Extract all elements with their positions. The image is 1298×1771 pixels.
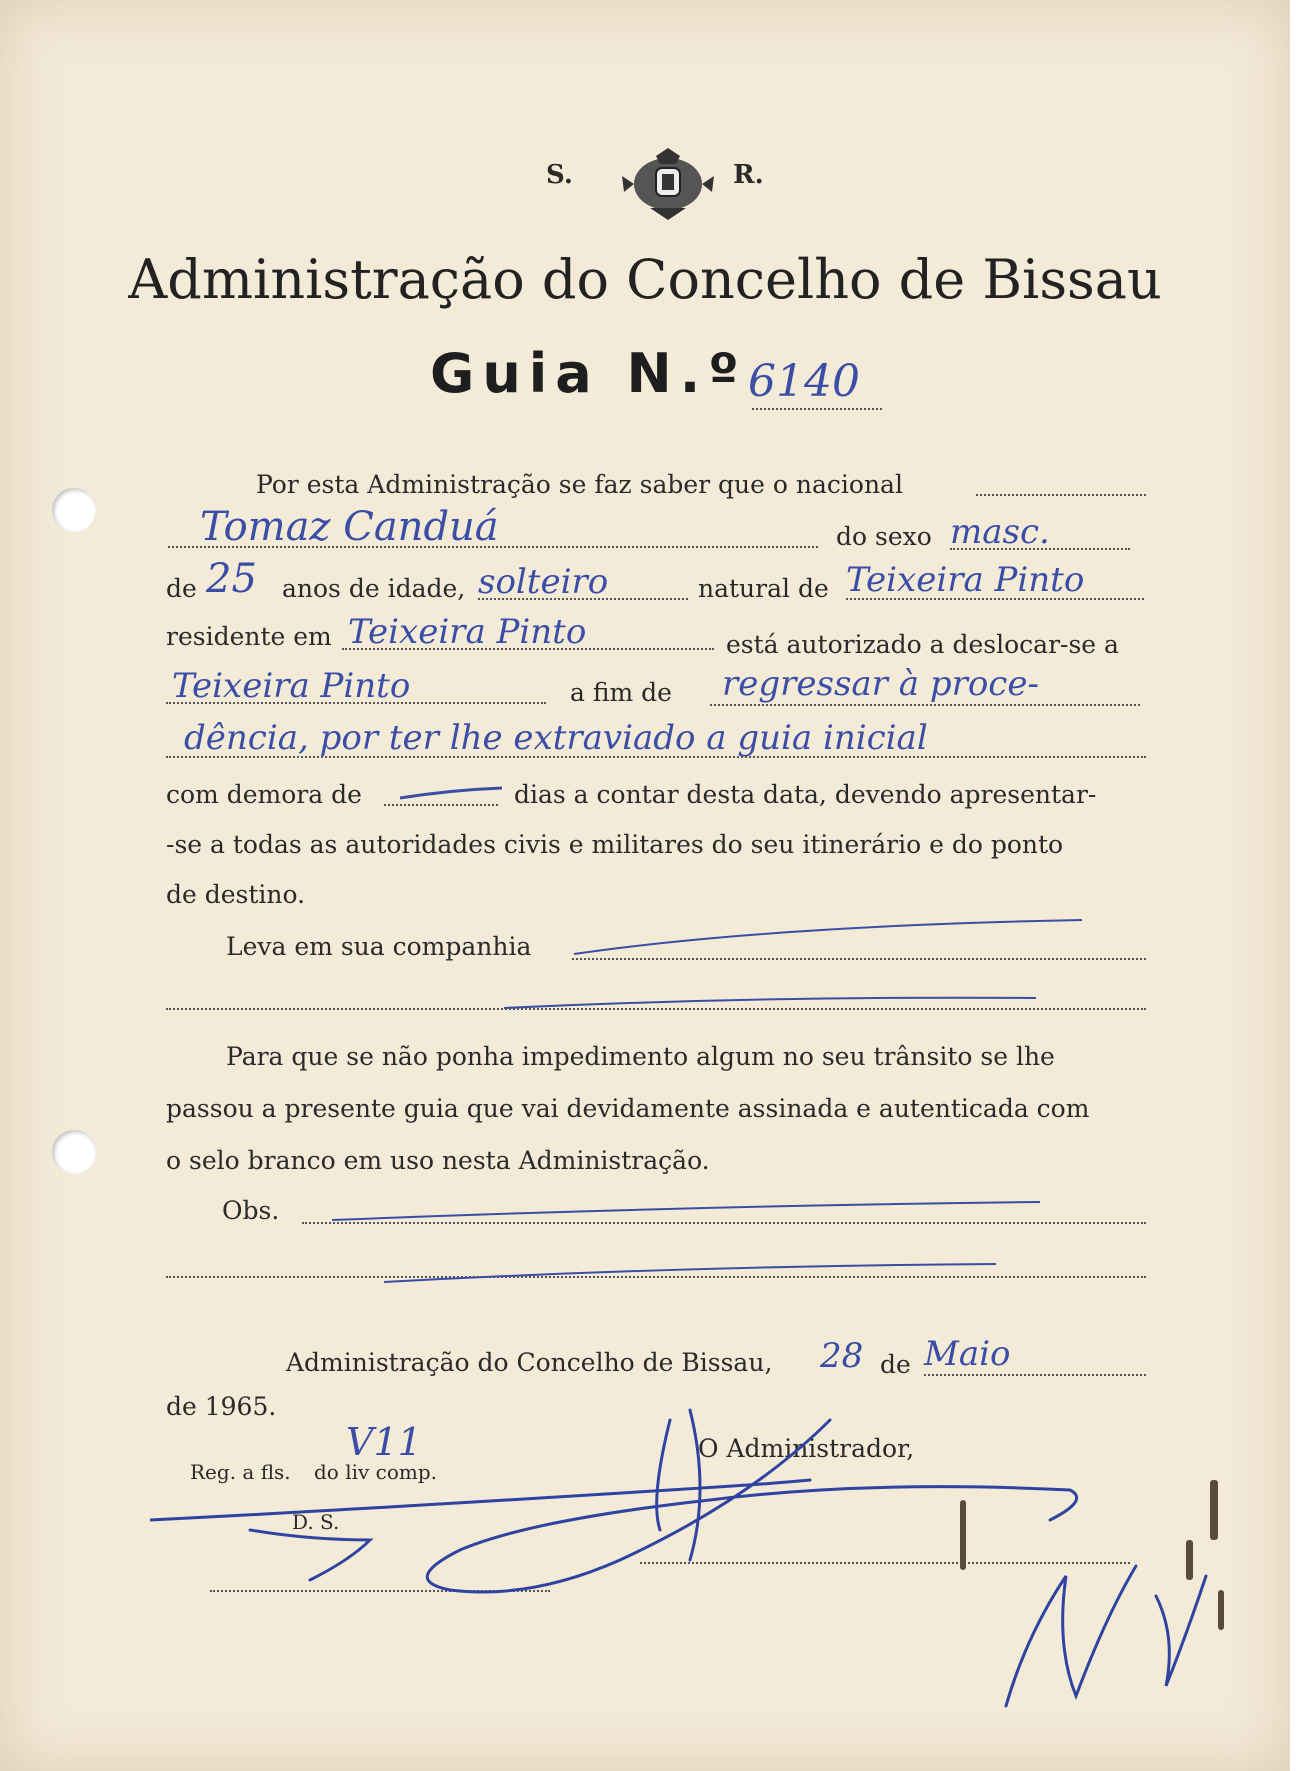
fim-label: a fim de xyxy=(570,678,672,707)
destino-value: Teixeira Pinto xyxy=(172,666,411,706)
sexo-label: do sexo xyxy=(836,522,932,551)
de-label: de xyxy=(166,574,197,603)
natural-label: natural de xyxy=(698,574,829,603)
para-line-3: o selo branco em uso nesta Administração. xyxy=(166,1146,710,1175)
autoridades-text: -se a todas as autoridades civis e militares do seu itinerário e do ponto xyxy=(166,830,1064,859)
fim-line-1 xyxy=(710,704,1140,706)
natural-line xyxy=(846,598,1144,600)
reg-page: V11 xyxy=(346,1420,422,1464)
obs-label: Obs. xyxy=(222,1196,280,1225)
coat-of-arms-icon xyxy=(620,146,716,222)
para-line-1: Para que se não ponha impedimento algum no seu trânsito se lhe xyxy=(226,1042,1055,1071)
reg-rest: do liv comp. xyxy=(314,1460,438,1484)
guia-label: Guia N.º xyxy=(430,342,747,405)
administrador-label: O Administrador, xyxy=(698,1434,915,1463)
date-de-label: de xyxy=(880,1350,911,1379)
document-title: Administração do Concelho de Bissau xyxy=(128,248,1162,311)
punch-hole-bottom xyxy=(52,1130,96,1174)
age-value: 25 xyxy=(206,556,257,602)
residente-line xyxy=(342,648,714,650)
demora-label: com demora de xyxy=(166,780,362,809)
r-letter: R. xyxy=(733,160,764,190)
place-label: Administração do Concelho de Bissau, xyxy=(286,1348,773,1377)
sexo-value: masc. xyxy=(950,512,1050,552)
page-edge xyxy=(1290,0,1298,1771)
year-text: de 1965. xyxy=(166,1392,277,1421)
rust-stain-marks xyxy=(960,1480,1240,1640)
obs-hand-stroke-2 xyxy=(380,1256,1000,1286)
guia-number-line xyxy=(752,408,882,410)
intro-text: Por esta Administração se faz saber que o nacional xyxy=(256,470,903,499)
name-value: Tomaz Canduá xyxy=(200,504,499,550)
name-line xyxy=(168,546,818,548)
s-letter: S. xyxy=(546,160,573,190)
fim-value-1: regressar à proce- xyxy=(722,664,1039,704)
destino-line xyxy=(166,702,546,704)
guia-number: 6140 xyxy=(748,356,860,407)
natural-value: Teixeira Pinto xyxy=(846,560,1085,600)
companhia-hand-stroke-2 xyxy=(500,990,1040,1014)
residente-value: Teixeira Pinto xyxy=(348,612,587,652)
residente-label: residente em xyxy=(166,622,332,651)
sexo-line xyxy=(950,548,1130,550)
fim-value-2: dência, por ter lhe extraviado a guia inicial xyxy=(184,718,928,758)
anos-label: anos de idade, xyxy=(282,574,466,603)
dias-text: dias a contar desta data, devendo apresentar- xyxy=(514,780,1097,809)
fim-line-2 xyxy=(166,756,1146,758)
ds-label: D. S. xyxy=(292,1510,340,1534)
para-line-2: passou a presente guia que vai devidamente assinada e autenticada com xyxy=(166,1094,1090,1123)
companhia-label: Leva em sua companhia xyxy=(226,932,532,961)
companhia-hand-stroke xyxy=(568,914,1088,960)
reg-label: Reg. a fls. xyxy=(190,1460,291,1484)
demora-line xyxy=(384,804,498,806)
month-value: Maio xyxy=(924,1334,1011,1374)
punch-hole-top xyxy=(52,488,96,532)
destino-text: de destino. xyxy=(166,880,306,909)
estado-line xyxy=(478,598,688,600)
estado-value: solteiro xyxy=(478,562,609,602)
autorizado-label: está autorizado a deslocar-se a xyxy=(726,630,1119,659)
demora-dash-mark xyxy=(396,780,506,804)
nacional-line xyxy=(976,494,1146,496)
month-line xyxy=(924,1374,1146,1376)
obs-hand-stroke xyxy=(326,1196,1046,1226)
day-value: 28 xyxy=(820,1336,864,1376)
